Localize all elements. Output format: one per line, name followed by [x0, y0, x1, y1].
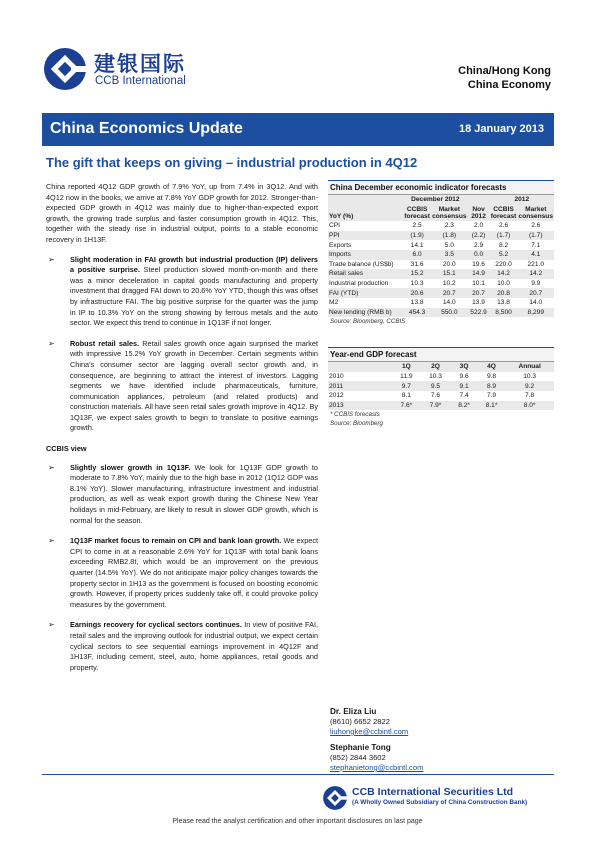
table-cell: 4.1 [518, 250, 554, 260]
arrow-bullet-icon: ➢ [48, 338, 55, 348]
table-row [328, 269, 554, 279]
footer-logo [322, 784, 557, 814]
row-label: M2 [329, 299, 339, 307]
logo-english-name: CCB International [95, 75, 186, 87]
table-cell: 8,500 [490, 308, 518, 318]
table-cell: 13.9 [472, 299, 485, 307]
row-label-header: YoY (%) [328, 205, 403, 222]
table-cell: 2.9 [473, 241, 484, 249]
table-cell: 20.7 [431, 288, 467, 298]
ccbi-logo [42, 46, 192, 96]
table-row [328, 260, 554, 270]
arrow-bullet-icon: ➢ [48, 536, 55, 546]
row-label: 2012 [329, 392, 344, 400]
region-text: China/Hong Kong [458, 65, 551, 77]
table-cell: 9.6 [459, 373, 469, 381]
table-cell: 10.2 [442, 280, 456, 288]
table-cell: 9.1 [450, 381, 477, 391]
table-cell: 11.9 [400, 373, 413, 381]
intro-paragraph: China reported 4Q12 GDP growth of 7.9% YoY, up from 7.4% in 3Q12. And with 4Q12 now in the books, we arrive at 7.8% YoY GDP growth for 2012. Stronger-than-expected GDP growth in 4Q12 was mainly due to higher-than-expected export growth, the growing trade surplus and faster consumption growth in 4Q12. This, together with the steady rise in industrial output, points to a stable economic recovery in 1H13F. [46, 182, 318, 244]
row-label: Retail sales [328, 269, 403, 279]
table-cell: 15.1 [431, 269, 467, 279]
indicator-table-title: China December economic indicator forecasts [328, 180, 554, 195]
gdp-header: 4Q [478, 362, 505, 372]
table-cell: 2.5 [412, 222, 422, 230]
table-cell: 2.6 [531, 222, 541, 230]
table-cell: 550.0 [431, 308, 467, 318]
gdp-table [328, 362, 554, 410]
table-cell: 3.5 [431, 250, 467, 260]
table-row [328, 401, 554, 411]
ccb-diamond-logo-icon [42, 46, 88, 92]
view-heading: CCBIS view [46, 444, 87, 454]
row-label: Imports [328, 250, 403, 260]
ccb-diamond-logo-icon [322, 785, 348, 811]
bullet-lead: Earnings recovery for cyclical sectors continues. [70, 620, 242, 630]
table-cell: 9.5 [421, 381, 451, 391]
gdp-header: 2Q [421, 362, 451, 372]
report-title: China Economics Update [50, 120, 243, 137]
bullet-lead: Robust retail sales. [70, 338, 140, 348]
table-cell: 5.0 [444, 241, 454, 249]
region-label [458, 64, 551, 92]
indicator-table-body [328, 221, 554, 317]
group-header: 2012 [490, 195, 554, 205]
table-cell: 8.0* [505, 401, 554, 411]
table-cell: 14.2 [518, 269, 554, 279]
table-cell: 10.1 [472, 280, 485, 288]
table-cell: 9.9 [531, 280, 541, 288]
table-cell: 7.4 [459, 392, 469, 400]
row-label: 2010 [329, 373, 344, 381]
indicator-sub-header-row [328, 205, 554, 222]
analyst-name: Dr. Eliza Liu [330, 707, 377, 716]
table-cell: 20.8 [490, 288, 518, 298]
arrow-bullet-icon: ➢ [48, 620, 55, 630]
row-label: 2013 [328, 401, 392, 411]
indicator-source: Source: Bloomberg, CCBIS [330, 318, 406, 326]
sub-header: CCBIS forecast [490, 205, 517, 220]
table-cell: 10.0 [497, 280, 510, 288]
footer-subsidiary: (A Wholly Owned Subsidiary of China Construction Bank) [352, 799, 528, 806]
table-cell: 13.8 [410, 299, 424, 307]
footer-company-name: CCB International Securities Ltd [352, 786, 514, 798]
report-date: 18 January 2013 [458, 123, 544, 135]
table-cell: 20.0 [442, 260, 456, 268]
table-cell: 8.1* [478, 401, 505, 411]
table-cell: 20.7 [468, 288, 490, 298]
gdp-table-body [328, 372, 554, 410]
arrow-bullet-icon: ➢ [48, 254, 55, 264]
gdp-header: 1Q [392, 362, 421, 372]
analyst-card [330, 707, 423, 737]
table-cell: 0.0 [468, 250, 490, 260]
table-cell: 31.6 [410, 260, 424, 268]
row-label: New lending (RMB b) [328, 308, 403, 318]
gdp-header-row [328, 362, 554, 372]
sub-header: Market consensus [432, 205, 467, 220]
table-cell: 14.0 [442, 299, 456, 307]
indicator-group-header-row [328, 195, 554, 205]
analyst-name: Stephanie Tong [330, 743, 391, 752]
table-cell: 19.6 [472, 260, 485, 268]
footer-divider [42, 774, 554, 775]
table-cell: (1.7) [518, 231, 554, 241]
disclaimer: Please read the analyst certification and other important disclosures on last page [172, 818, 423, 825]
row-label: CPI [329, 222, 340, 230]
table-cell: 5.2 [490, 250, 518, 260]
gdp-header: 3Q [450, 362, 477, 372]
bullet-text: We look for 1Q13F GDP growth to moderate to 7.8% YoY, mainly due to the high base in 2012 (1Q12 GDP was 8.1% YoY). Slower manufacturing, infrastructure investment and industrial production, as well as weak export growth during the Chinese New Year holidays in mid-February, are likely to result in slower GDP growth, which is normal for the season. [70, 462, 318, 525]
bullet-lead: Slight moderation in FAI growth but industrial production (IP) delivers a positive surprise. [70, 254, 318, 275]
analyst-email-link[interactable]: stephanietong@ccbintl.com [330, 763, 424, 772]
sidebar-tables [328, 180, 554, 429]
bullet-lead: 1Q13F market focus to remain on CPI and bank loan growth. [70, 536, 282, 546]
table-cell: 20.6 [403, 288, 431, 298]
bullet-text: Steel production slowed month-on-month and there was a minor deceleration in capital goods manufacturing and property investment that dragged FAI down to 20.6% YoY YTD, though this was offset by infrastructure FAI. The big positive surprise for the quarter was the jump in IP to 10.3% YoY on the strong showing by ferrous metals and the auto sector. We expect this trend to continue in 1Q13F if not longer. [70, 265, 318, 328]
table-cell: 10.3 [429, 373, 442, 381]
row-label: Industrial production [329, 280, 389, 288]
sub-header: Nov 2012 [468, 205, 490, 222]
table-row [328, 231, 554, 241]
row-label: Trade balance (US$b) [329, 260, 394, 268]
table-cell: 14.2 [490, 269, 518, 279]
row-label: FAI (YTD) [328, 288, 403, 298]
table-cell: 15.2 [403, 269, 431, 279]
gdp-header: Annual [505, 362, 554, 372]
body-column [46, 182, 318, 683]
table-row [328, 298, 554, 308]
indicator-table [328, 195, 554, 317]
table-row [328, 221, 554, 231]
table-row [328, 381, 554, 391]
title-banner [42, 113, 554, 146]
table-cell: 10.3 [523, 373, 537, 381]
table-cell: 10.3 [410, 280, 424, 288]
row-label: 2011 [328, 381, 392, 391]
table-cell: 2.3 [444, 222, 454, 230]
table-cell: 221.0 [527, 260, 545, 268]
table-cell: 7.9 [486, 392, 497, 400]
table-cell: 6.0 [403, 250, 431, 260]
table-cell: 8.2* [450, 401, 477, 411]
table-row [328, 279, 554, 289]
table-row [328, 372, 554, 382]
table-cell: 7.6 [430, 392, 441, 400]
sub-header: Market consensus [518, 205, 553, 220]
bullet-lead: Slightly slower growth in 1Q13F. [70, 462, 191, 472]
analyst-contacts [330, 707, 423, 779]
analyst-phone: (8610) 6652 2822 [330, 717, 390, 726]
row-label: Exports [329, 241, 352, 249]
gdp-note: * CCBIS forecasts [330, 411, 380, 419]
logo-chinese-name: 建银国际 [94, 53, 186, 76]
table-cell: 9.2 [505, 381, 554, 391]
bullet-slower-growth [46, 463, 318, 527]
table-cell: 2.6 [498, 222, 509, 230]
table-cell: 8.9 [478, 381, 505, 391]
table-cell: 2.0 [473, 222, 484, 230]
bullet-cpi-loans [46, 536, 318, 610]
table-row [328, 391, 554, 401]
analyst-phone: (852) 2844 3602 [330, 753, 386, 762]
table-cell: (2.2) [468, 231, 490, 241]
table-cell: 13.8 [497, 299, 510, 307]
table-cell: 14.9 [468, 269, 490, 279]
table-cell: 8.2 [498, 241, 509, 249]
table-cell: 9.8 [486, 373, 497, 381]
headline: The gift that keeps on giving – industrial production in 4Q12 [46, 155, 418, 170]
table-cell: 8.1 [401, 392, 411, 400]
table-row [328, 288, 554, 298]
row-label: PPI [328, 231, 403, 241]
table-cell: 20.7 [518, 288, 554, 298]
bullet-fai-ip [46, 255, 318, 329]
table-cell: (1.7) [490, 231, 518, 241]
table-cell: 14.0 [529, 299, 543, 307]
table-cell: 7.9* [421, 401, 451, 411]
table-cell: 7.6* [392, 401, 421, 411]
bullet-text: We expect CPI to come in at a reasonable 2.6% YoY for 1Q13F with total bank loans exceeding RMB2.8t, which would be an improvement on the previous quarter (14.5% YoY). We do not anticipate major policy changes towards the property sector in 1H13 as the government is focused on boosting economic growth. However, if property prices suddenly take off, it could provoke policy measures by the government. [70, 536, 319, 609]
table-row [328, 240, 554, 250]
gdp-source: Source: Bloomberg [330, 420, 383, 428]
gdp-table-title: Year-end GDP forecast [328, 347, 554, 362]
table-cell: 7.1 [531, 241, 541, 249]
table-row [328, 250, 554, 260]
bullet-retail [46, 339, 318, 434]
group-header: December 2012 [403, 195, 467, 205]
bullet-text: Retail sales growth once again surprised the market with impressive 15.2% YoY growth in December. Certain segments within China's consumer sector are lagging overall sector growth and, in consequence, are beginning to attract the interest of investors. Lagging segments we have identified include pharmaceuticals, furniture, communication appliances, petroleum (and related products) and construction materials. All have seen retail sales growth improve in 4Q12. By 1Q13F, we expect sales growth to begin to translate to positive earnings growth. [70, 338, 318, 433]
sub-header: CCBIS forecast [404, 205, 430, 220]
bullet-text: In view of positive FAI, retail sales and the improving outlook for industrial output, we expect certain cyclical sectors to see sequential earnings improvement in 4Q12F and 1H13F, including cement, steel, auto, home appliances, retail goods and property. [70, 620, 318, 672]
table-cell: (1.9) [403, 231, 431, 241]
topic-text: China Economy [467, 79, 551, 91]
table-cell: 9.7 [392, 381, 421, 391]
table-cell: 8,299 [518, 308, 554, 318]
table-cell: 454.3 [403, 308, 431, 318]
table-cell: 220.0 [495, 260, 512, 268]
arrow-bullet-icon: ➢ [48, 462, 55, 472]
table-row [328, 308, 554, 318]
analyst-card [330, 743, 423, 773]
table-cell: (1.8) [431, 231, 467, 241]
table-cell: 7.8 [525, 392, 535, 400]
bullet-earnings [46, 620, 318, 673]
table-cell: 522.9 [468, 308, 490, 318]
analyst-email-link[interactable]: liuhongke@ccbintl.com [330, 727, 409, 736]
table-cell: 14.1 [410, 241, 424, 249]
